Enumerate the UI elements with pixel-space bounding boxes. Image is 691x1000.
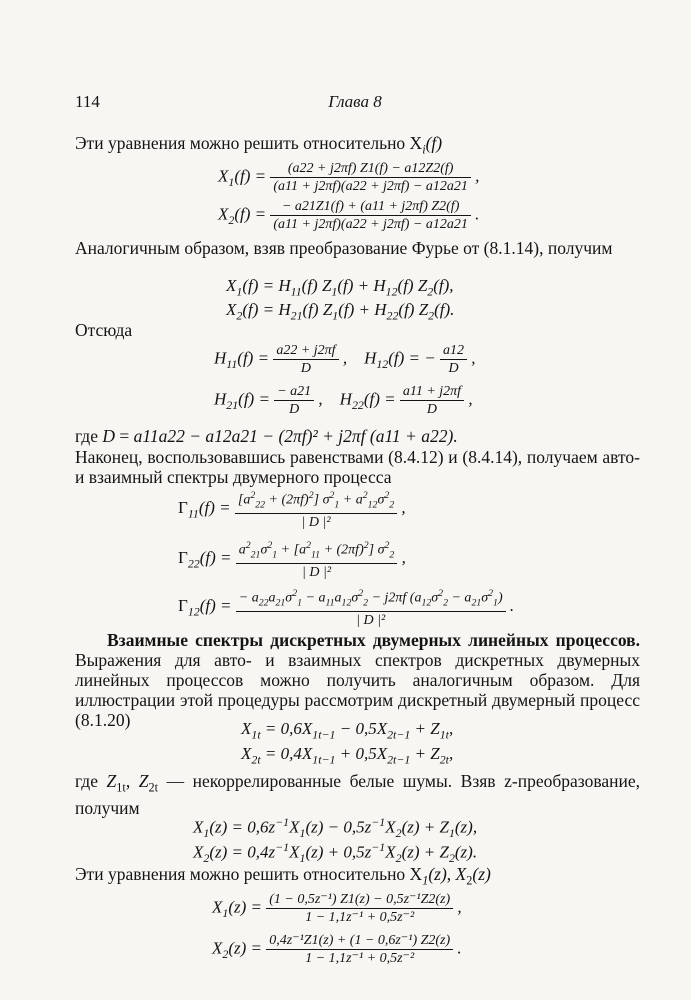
paragraph-7: Эти уравнения можно решить относительно $X_1(z)$, $X_2(z)$: [75, 864, 491, 888]
paragraph-2: Аналогичным образом, взяв преобразование Фурье от (8.1.14), получим: [75, 238, 613, 258]
equation-ar-1: $X_{1t} = 0,6X_{1t-1} - 0,5X_{2t-1} + Z_{1t}$,: [241, 719, 454, 742]
equation-z-x1: $X_1(z) = 0,6z^{-1}X_1(z) - 0,5z^{-1}X_2(z) + Z_1(z)$,: [193, 815, 478, 841]
equation-z-x2: $X_2(z) = 0,4z^{-1}X_1(z) + 0,5z^{-1}X_2(z) + Z_2(z)$.: [193, 840, 478, 866]
equation-h11-h12: $H_{11}(f)$ = $\frac{a22 + j2\pi f}{D}$ , $H_{12}(f)$ = − $\frac{a12}{D}$ ,: [214, 343, 476, 376]
paragraph-1: Эти уравнения можно решить относительно $X_i(f)$: [75, 133, 443, 157]
equation-dx2: $X_2(z)$ = $\frac{\text{0,4z⁻¹Z1(z) + (1 − 0,6z⁻¹) Z2(z)}}{\text{1 − 1,1z⁻¹ + 0,5z⁻²}}$ .: [212, 933, 462, 966]
equation-dx1: $X_1(z)$ = $\frac{\text{(1 − 0,5z⁻¹) Z1(z) − 0,5z⁻¹Z2(z)}}{\text{1 − 1,1z⁻¹ + 0,5z⁻²}}$ ,: [212, 892, 462, 925]
section-heading: Взаимные спектры дискретных двумерных линейных процессов.: [107, 630, 640, 650]
equation-h-x2: $X_2(f) = H_{21}(f) Z_1(f) + H_{22}(f)$ $Z_2(f)$.: [226, 300, 455, 323]
equation-gamma11: $\Gamma_{11}(f)$ = $\frac{[a^2_{22} + (2\pi f)^2] \sigma^2_1 + a^2_{12}\sigma^2_2}{\text{| D |²}}$ ,: [178, 487, 406, 531]
equation-x1: $X_1(f)$ = $\frac{(a22 + j2\pi f) Z1(f) - a12Z2(f)}{(a11 + j2\pi f)(a22 + j2\pi f) - a12a21}$ ,: [218, 161, 480, 194]
paragraph-6: где $Z_{1t}$, $Z_{2t}$ — некоррелированные белые шумы. Взяв z-преобразование, получим: [75, 771, 640, 818]
equation-h-x1: $X_1(f) = H_{11}(f) Z_1(f) + H_{12}(f)$ $Z_2(f)$,: [226, 276, 454, 299]
paragraph-3: Отсюда: [75, 320, 133, 340]
d-definition: где D = a11a22 − a12a21 − (2πf)² + j2πf (a11 + a22).: [75, 426, 458, 446]
equation-gamma12: $\Gamma_{12}(f)$ = $\frac{- a_{22}a_{21}\sigma^2_1 - a_{11}a_{12}\sigma^2_2 - j2\pi f (a_{12}\sigma^2_2 - a_{21}\sigma^2_1)}{\text{| D |²}}$ .: [178, 585, 514, 629]
equation-gamma22: $\Gamma_{22}(f)$ = $\frac{a^2_{21}\sigma^2_1 + [a^2_{11} + (2\pi f)^2] \sigma^2_2}{\text{| D |²}}$ ,: [178, 537, 406, 581]
chapter-title: Глава 8: [328, 92, 382, 111]
paragraph-4: Наконец, воспользовавшись равенствами (8.4.12) и (8.4.14), получаем авто- и взаимный спектры двумерного процесса: [75, 447, 640, 487]
running-header: [75, 92, 635, 116]
page-number: 114: [75, 92, 100, 111]
equation-x2: $X_2(f)$ = $\frac{- a21Z1(f) + (a11 + j2\pi f) Z2(f)}{(a11 + j2\pi f)(a22 + j2\pi f) - a12a21}$ .: [218, 199, 480, 232]
equation-ar-2: $X_{2t} = 0,4X_{1t-1} + 0,5X_{2t-1} + Z_{2t}$,: [241, 744, 454, 767]
equation-h21-h22: $H_{21}(f)$ = $\frac{- a21}{D}$ , $H_{22}(f)$ = $\frac{a11 + j2\pi f}{D}$ ,: [214, 384, 473, 417]
section-paragraph: Взаимные спектры дискретных двумерных линейных процессов. Выражения для авто- и взаимных спектров дискретных двумерных линейных процессов можно получить аналогичным образом. Для иллюстрации этой процедуры рассмотрим дискретный двумерный процесс (8.1.20): [75, 630, 640, 730]
